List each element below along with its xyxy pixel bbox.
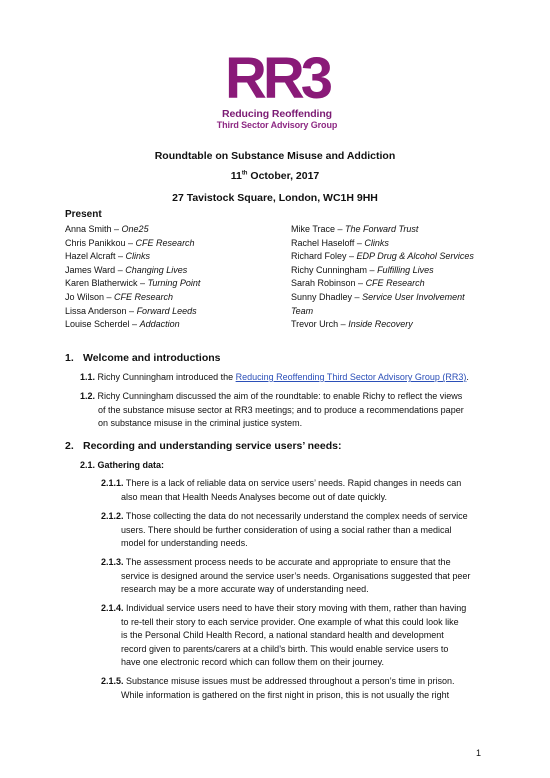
section-title: Welcome and introductions <box>83 352 221 364</box>
paragraph-line <box>101 689 501 703</box>
paragraph-text: users. There should be further consideration of using a social rather than a medical <box>121 524 452 535</box>
paragraph-text: service is designed around the service user’s needs. Organisations suggested that peer <box>121 570 471 581</box>
present-heading: Present <box>65 209 102 220</box>
attendee: Sarah Robinson – CFE Research <box>291 278 425 289</box>
date-rest: October, 2017 <box>247 170 320 182</box>
paragraph-line <box>101 491 501 505</box>
logo-line-1: Reducing Reoffending <box>222 108 332 120</box>
attendee-name: Karen Blatherwick <box>65 278 138 289</box>
attendee: Trevor Urch – Inside Recovery <box>291 319 413 330</box>
paragraph-line <box>101 616 501 630</box>
paragraph-number: 1.2. <box>80 391 96 401</box>
logo-line-2: Third Sector Advisory Group <box>216 120 338 130</box>
attendee-name: Jo Wilson <box>65 291 105 302</box>
paragraph-line <box>101 556 501 570</box>
subsection-2-1-heading: 2.1. Gathering data: <box>80 460 165 470</box>
section-1-heading <box>65 352 220 364</box>
attendee-name: Louise Scherdel <box>65 319 130 330</box>
section-title: Recording and understanding service users’ needs: <box>83 440 342 452</box>
attendee-organisation: One25 <box>121 224 149 234</box>
paragraph-text: The assessment process needs to be accurate and appropriate to ensure that the <box>123 557 451 567</box>
paragraph-line <box>101 675 501 689</box>
paragraph-2-1-2 <box>101 510 501 551</box>
paragraph-line <box>101 602 501 616</box>
attendee: Hazel Alcraft – Clinks <box>65 251 151 262</box>
attendee-organisation: Team <box>291 305 314 316</box>
page-number: 1 <box>476 748 482 758</box>
paragraph-text: model for understanding needs. <box>121 538 248 549</box>
paragraph-text: While information is gathered on the first night in prison, this is not usually the right <box>121 689 450 700</box>
paragraph-number: 2.1.1. <box>101 478 124 488</box>
attendee-name: Lissa Anderson <box>65 305 127 316</box>
attendee-organisation: Clinks <box>364 237 389 248</box>
attendee: James Ward – Changing Lives <box>65 264 188 275</box>
attendee-organisation: Changing Lives <box>125 264 188 275</box>
attendee-name: Richy Cunningham <box>291 264 368 275</box>
attendee-name: Chris Panikkou <box>65 237 126 248</box>
attendee-organisation: CFE Research <box>135 237 195 248</box>
paragraph-line <box>101 570 501 584</box>
paragraph-line <box>80 404 500 418</box>
attendee-organisation: CFE Research <box>114 291 174 302</box>
paragraph-text: on substance misuse in the criminal justice system. <box>98 418 303 429</box>
attendee-organisation: Turning Point <box>147 278 201 289</box>
paragraph-text: to re-tell their story to each service provider. One example of what this could look like <box>121 616 459 627</box>
attendee-organisation: Inside Recovery <box>348 319 413 330</box>
attendee-name: Sunny Dhadley <box>291 291 353 302</box>
attendee-name: Sarah Robinson <box>291 278 356 289</box>
paragraph-2-1-3 <box>101 556 501 597</box>
paragraph-1-2 <box>80 390 500 431</box>
date-day: 11 <box>230 170 242 182</box>
paragraph-line <box>101 643 501 657</box>
attendee: Rachel Haseloff – Clinks <box>291 237 389 248</box>
paragraph-text: is the Personal Child Health Record, a national standard health and development <box>121 630 444 641</box>
paragraph-number: 1.1. <box>80 372 96 382</box>
attendee: Karen Blatherwick – Turning Point <box>65 278 201 289</box>
attendee: Anna Smith – One25 <box>65 224 149 234</box>
paragraph-line <box>101 524 501 538</box>
paragraph-text: Those collecting the data do not necessarily understand the complex needs of service <box>123 511 468 521</box>
rr3-logo <box>212 46 342 142</box>
date-suffix: th <box>241 170 248 177</box>
paragraph-line <box>101 629 501 643</box>
paragraph-text: have one electronic record which can follow them on their journey. <box>121 657 384 668</box>
paragraph-number: 2.1.2. <box>101 511 124 521</box>
attendee-name: Anna Smith <box>65 224 112 234</box>
attendee-organisation: EDP Drug & Alcohol Services <box>356 251 474 262</box>
paragraph-line <box>80 417 500 431</box>
paragraph-text: Substance misuse issues must be addressed throughout a person’s time in prison. <box>123 676 455 686</box>
rr3-link[interactable]: Reducing Reoffending Third Sector Advisory Group (RR3) <box>235 372 467 382</box>
attendee: Richy Cunningham – Fulfilling Lives <box>291 264 434 275</box>
attendee-organisation: Service User Involvement <box>362 291 465 302</box>
paragraph-line <box>101 477 501 491</box>
paragraph-text: of the substance misuse sector at RR3 meetings; and to produce a recommendations paper <box>98 404 464 415</box>
paragraph-2-1-5 <box>101 675 501 702</box>
paragraph-number: 2.1.5. <box>101 676 124 686</box>
paragraph-number: 2.1.3. <box>101 557 124 567</box>
paragraph-2-1-1 <box>101 477 501 504</box>
paragraph-text: research may be a more accurate way of understanding need. <box>121 584 369 595</box>
attendee-name: Hazel Alcraft <box>65 251 116 262</box>
document-title: Roundtable on Substance Misuse and Addiction <box>154 150 396 162</box>
paragraph-text: Richy Cunningham introduced the <box>95 372 236 382</box>
attendee-name: Mike Trace <box>291 224 336 234</box>
section-2-heading <box>65 440 342 452</box>
paragraph-line <box>101 510 501 524</box>
meeting-date <box>0 170 550 182</box>
attendee: Louise Scherdel – Addaction <box>65 319 180 330</box>
attendee-organisation: The Forward Trust <box>345 224 419 234</box>
paragraph-line <box>101 656 501 670</box>
attendee: Richard Foley – EDP Drug & Alcohol Services <box>291 251 474 262</box>
section-number: 2. <box>65 440 74 452</box>
paragraph-text: There is a lack of reliable data on service users’ needs. Rapid changes in needs can <box>123 478 462 488</box>
meeting-venue: 27 Tavistock Square, London, WC1H 9HH <box>172 192 378 204</box>
section-number: 1. <box>65 352 74 364</box>
attendee <box>291 305 491 319</box>
paragraph-text: record given to parents/carers at a child’s birth. This would enable service users to <box>121 643 449 654</box>
attendee-organisation: Addaction <box>139 319 180 330</box>
paragraph-text: also mean that Health Needs Analyses become out of date quickly. <box>121 491 387 502</box>
attendee-organisation: Fulfilling Lives <box>377 264 434 275</box>
attendee: Jo Wilson – CFE Research <box>65 291 174 302</box>
paragraph-text: Individual service users need to have their story moving with them, rather than having <box>123 603 467 613</box>
attendees-right <box>291 223 491 332</box>
attendee: Sunny Dhadley – Service User Involvement <box>291 291 465 302</box>
attendee: Chris Panikkou – CFE Research <box>65 237 195 248</box>
attendee-name: Richard Foley <box>291 251 347 262</box>
paragraph-2-1-4 <box>101 602 501 670</box>
attendee: Mike Trace – The Forward Trust <box>291 224 419 234</box>
attendee-name: James Ward <box>65 264 116 275</box>
paragraph-line <box>80 390 500 404</box>
attendee: Lissa Anderson – Forward Leeds <box>65 305 197 316</box>
paragraph-line <box>101 537 501 551</box>
attendee-name: Trevor Urch <box>291 319 339 330</box>
attendees-left <box>65 223 285 332</box>
attendee-organisation: CFE Research <box>365 278 425 289</box>
paragraph-1-1 <box>80 371 500 385</box>
attendee-organisation: Forward Leeds <box>136 305 197 316</box>
attendee-name: Rachel Haseloff <box>291 237 355 248</box>
logo-mark: RR3 <box>224 46 330 111</box>
paragraph-number: 2.1.4. <box>101 603 124 613</box>
paragraph-text: Richy Cunningham discussed the aim of the roundtable: to enable Richy to reflect the views <box>95 391 463 401</box>
paragraph-end: . <box>466 372 469 382</box>
paragraph-line <box>101 583 501 597</box>
attendee-organisation: Clinks <box>125 251 151 262</box>
